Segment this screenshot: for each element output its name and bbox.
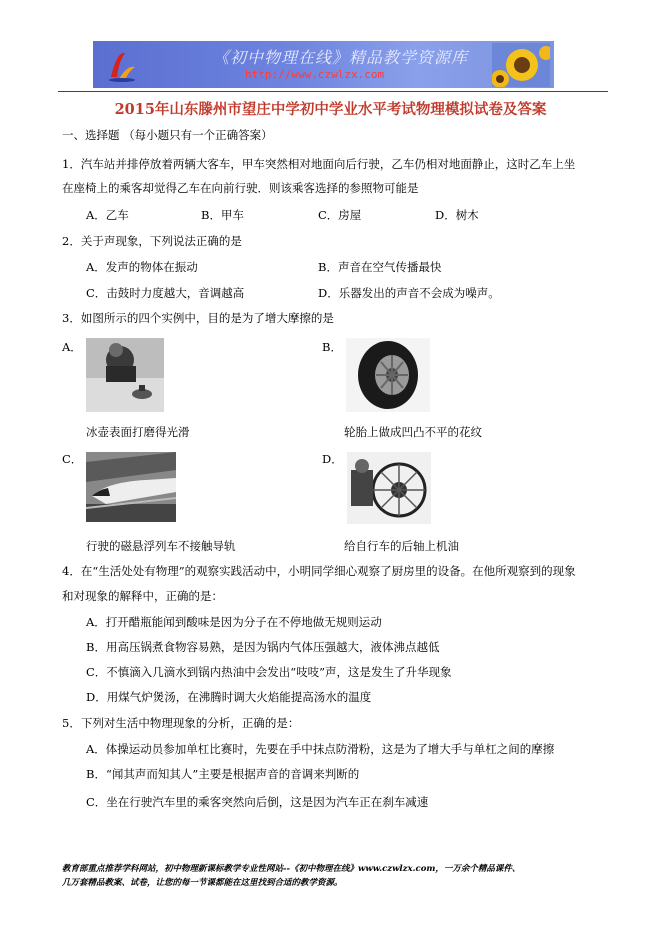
q5-option-c: C．坐在行驶汽车里的乘客突然向后倒，这是因为汽车正在刹车减速 [86, 795, 429, 809]
q3-letter-c: C． [62, 452, 83, 466]
q1-line2: 在座椅上的乘客却觉得乙车在向前行驶．则该乘客选择的参照物可能是 [62, 181, 419, 195]
q4-option-b: B．用高压锅煮食物容易熟，是因为锅内气体压强越大，液体沸点越低 [86, 640, 440, 654]
q3-caption-c: 行驶的磁悬浮列车不接触导轨 [86, 539, 236, 553]
q1-option-a: A．乙车 [86, 208, 129, 222]
q3-letter-a: A． [62, 340, 82, 354]
site-logo-icon [107, 47, 137, 83]
q3-caption-a: 冰壶表面打磨得光滑 [86, 425, 190, 439]
q3-letter-b: B． [322, 340, 342, 354]
footer-line2: 几万套精品教案、试卷，让您的每一节课都能在这里找到合适的教学资源。 [62, 878, 343, 888]
q1-option-d: D．树木 [435, 208, 479, 222]
q2-option-a: A．发声的物体在振动 [86, 260, 198, 274]
header-rule [58, 91, 608, 92]
bicycle-photo [347, 452, 431, 524]
q4-option-a: A．打开醋瓶能闻到酸味是因为分子在不停地做无规则运动 [86, 615, 382, 629]
q5-stem: 5．下列对生活中物理现象的分析，正确的是： [62, 716, 300, 730]
q2-option-b: B．声音在空气传播最快 [318, 260, 442, 274]
q4-line2: 和对现象的解释中，正确的是： [62, 589, 223, 603]
curling-photo [86, 338, 164, 412]
q1-option-b: B．甲车 [201, 208, 244, 222]
q4-option-d: D．用煤气炉煲汤，在沸腾时调大火焰能提高汤水的温度 [86, 690, 372, 704]
q1-option-c: C．房屋 [318, 208, 362, 222]
section-heading: 一、选择题 （每小题只有一个正确答案） [62, 128, 273, 142]
q2-stem: 2．关于声现象，下列说法正确的是 [62, 234, 242, 248]
document-title: 2015年山东滕州市望庄中学初中学业水平考试物理模拟试卷及答案 [114, 101, 547, 118]
q2-option-c: C．击鼓时力度越大，音调越高 [86, 286, 245, 300]
maglev-train-photo [86, 452, 176, 522]
q5-option-b: B．“闻其声而知其人”主要是根据声音的音调来判断的 [86, 767, 360, 781]
q1-line1: 1．汽车站并排停放着两辆大客车，甲车突然相对地面向后行驶，乙车仍相对地面静止，这时乙车上坐 [62, 157, 576, 171]
banner-title: 《初中物理在线》精品教学资源库 [213, 48, 469, 67]
q5-option-a: A．体操运动员参加单杠比赛时，先要在手中抹点防滑粉，这是为了增大手与单杠之间的摩擦 [86, 742, 555, 756]
q4-option-c: C．不慎滴入几滴水到锅内热油中会发出“吱吱”声，这是发生了升华现象 [86, 665, 452, 679]
q3-stem: 3．如图所示的四个实例中，目的是为了增大摩擦的是 [62, 311, 334, 325]
q3-caption-d: 给自行车的后轴上机油 [344, 539, 459, 553]
header-banner [93, 41, 554, 88]
footer-line1: 教育部重点推荐学科网站，初中物理新课标教学专业性网站--《初中物理在线》www.czwlzx.com，一万余个精品课件、 [62, 864, 521, 874]
q3-caption-b: 轮胎上做成凹凸不平的花纹 [344, 425, 482, 439]
q2-option-d: D．乐器发出的声音不会成为噪声。 [318, 286, 500, 300]
q3-letter-d: D． [322, 452, 343, 466]
tire-photo [346, 338, 430, 412]
sunflower-icon [492, 43, 550, 87]
q4-line1: 4．在“生活处处有物理”的观察实践活动中，小明同学细心观察了厨房里的设备。在他所观察到的现象 [62, 564, 576, 578]
banner-url: http://www.czwlzx.com [245, 68, 385, 81]
